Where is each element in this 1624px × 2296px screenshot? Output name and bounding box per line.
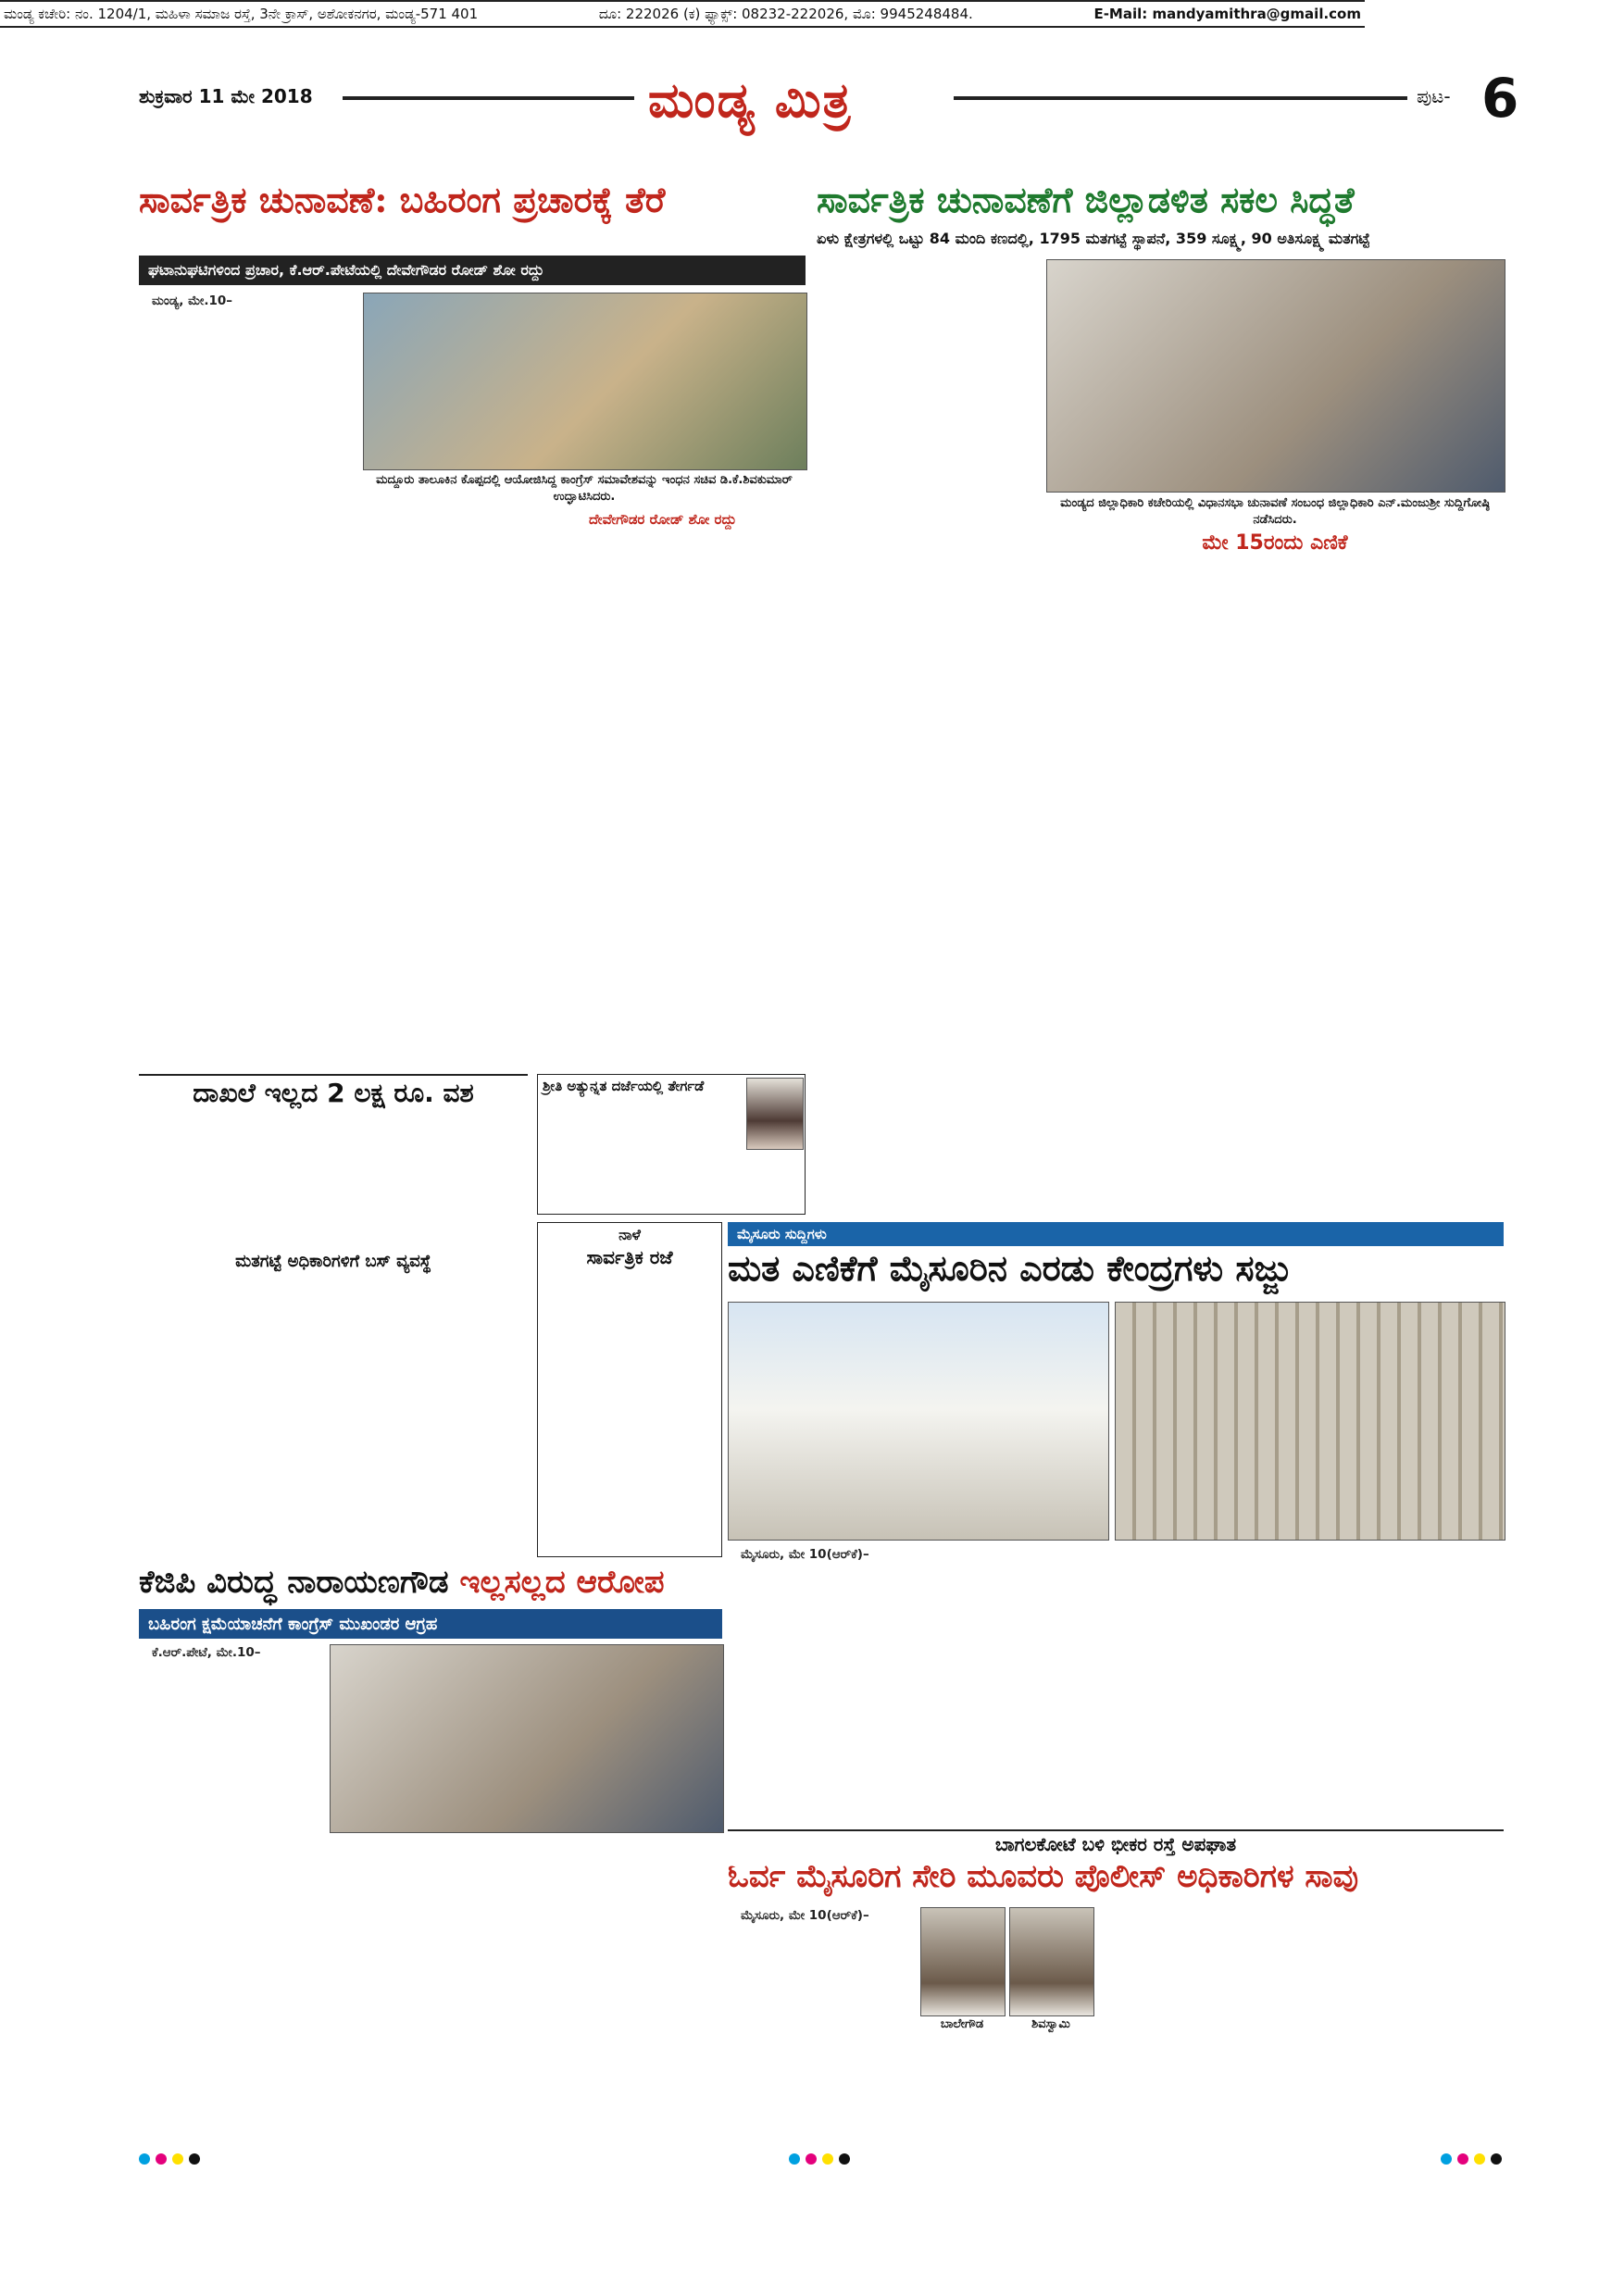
phone-info: ದೂ: 222026 (ಕ) ಫ್ಯಾಕ್ಸ್: 08232-222026, ಮೊ: 9945248484. [598, 6, 973, 22]
story6-headline: ಮತ ಎಣಿಕೆಗೆ ಮೈಸೂರಿನ ಎರಡು ಕೇಂದ್ರಗಳು ಸಜ್ಜು [728, 1247, 1292, 1289]
story8-body-col3 [1102, 1907, 1300, 2144]
story4-body [543, 1100, 741, 1209]
story6-body-col3 [1117, 1546, 1302, 1824]
story7-headline [139, 1566, 722, 1600]
story6-section-band: ಮೈಸೂರು ಸುದ್ದಿಗಳು [728, 1222, 1504, 1246]
page-label: ಪುಟ- [1417, 85, 1451, 107]
story8-photo-1 [920, 1907, 1006, 2016]
story6-photo-hall [1115, 1302, 1505, 1541]
story1-dateline: ಮಂಡ್ಯ, ಮೇ.10– [152, 293, 233, 308]
story1-strap: ಘಟಾನುಘಟಿಗಳಿಂದ ಪ್ರಚಾರ, ಕೆ.ಆರ್.ಪೇಟೆಯಲ್ಲಿ ದೇವೇಗೌಡರ ರೋಡ್ ಶೋ ರದ್ದು [139, 256, 806, 285]
story2-headline: ಸಾರ್ವತ್ರಿಕ ಚುನಾವಣೆಗೆ ಜಿಲ್ಲಾಡಳಿತ ಸಕಲ ಸಿದ್ಧತೆ [817, 179, 1355, 220]
story6-dateline: ಮೈಸೂರು, ಮೇ 10(ಆರ್‌ಕೆ)– [741, 1547, 869, 1562]
story7-strap: ಬಹಿರಂಗ ಕ್ಷಮೆಯಾಚನೆಗೆ ಕಾಂಗ್ರೆಸ್ ಮುಖಂಡರ ಆಗ್ರಹ [139, 1609, 722, 1639]
story7-body-col3 [528, 1837, 722, 2144]
office-address: ಮಂಡ್ಯ ಕಚೇರಿ: ನಂ. 1204/1, ಮಹಿಳಾ ಸಮಾಜ ರಸ್ತೆ, 3ನೇ ಕ್ರಾಸ್, ಅಶೋಕನಗರ, ಮಂಡ್ಯ-571 401 [4, 6, 479, 22]
story8-body-col4 [1307, 1907, 1504, 2144]
story2-body-col3 [1278, 561, 1504, 1067]
story2-photo [1046, 259, 1505, 493]
story8-kicker: ಬಾಗಲಕೋಟೆ ಬಳಿ ಭೀಕರ ರಸ್ತೆ ಅಪಘಾತ [994, 1833, 1237, 1855]
story8-photo-2 [1009, 1907, 1094, 2016]
story3-body [139, 1115, 528, 1244]
story2-strap: ಏಳು ಕ್ಷೇತ್ರಗಳಲ್ಲಿ ಒಟ್ಟು 84 ಮಂದಿ ಕಣದಲ್ಲಿ, 1795 ಮತಗಟ್ಟೆ ಸ್ಥಾಪನೆ, 359 ಸೂಕ್ಷ್ಮ, 90 ಅತಿಸೂಕ್ಷ್ಮ ಮತಗಟ್ಟೆ [817, 230, 1370, 247]
story5-headline: ಸಾರ್ವತ್ರಿಕ ರಜೆ [586, 1246, 673, 1268]
story7-headline-part2: ಇಲ್ಲಸಲ್ಲದ ಆರೋಪ [459, 1564, 665, 1601]
registration-marks-center [789, 2153, 850, 2165]
story8-photo-label-2: ಶಿವಸ್ವಾಮಿ [1031, 2017, 1070, 2031]
registration-marks-left [139, 2153, 200, 2165]
story8-body-col2 [920, 2035, 1093, 2144]
page-number: 6 [1481, 67, 1519, 130]
story6-body-col1 [728, 1546, 913, 1824]
story3-body2 [139, 1276, 528, 1557]
story3-headline: ದಾಖಲೆ ಇಲ್ಲದ 2 ಲಕ್ಷ ರೂ. ವಶ [193, 1078, 474, 1108]
story8-body-col1 [728, 1907, 913, 2144]
email-address: E-Mail: mandyamithra@gmail.com [1093, 6, 1361, 22]
story2-subhead: ಮೇ 15ರಂದು ಎಣಿಕೆ [1202, 531, 1348, 555]
story1-headline: ಸಾರ್ವತ್ರಿಕ ಚುನಾವಣೆ: ಬಹಿರಂಗ ಪ್ರಚಾರಕ್ಕೆ ತೆರೆ [139, 179, 666, 220]
story7-body-col1 [139, 1644, 324, 2144]
story8-top-rule [728, 1829, 1504, 1831]
story8-headline: ಓರ್ವ ಮೈಸೂರಿಗ ಸೇರಿ ಮೂವರು ಪೊಲೀಸ್ ಅಧಿಕಾರಿಗಳ ಸಾವು [728, 1858, 1359, 1895]
story1-subhead: ದೇವೇಗೌಡರ ರೋಡ್ ಶೋ ರದ್ದು [589, 511, 737, 528]
story8-photo-label-1: ಬಾಲೇಗೌಡ [940, 2017, 984, 2031]
story8-dateline: ಮೈಸೂರು, ಮೇ 10(ಆರ್‌ಕೆ)– [741, 1908, 869, 1923]
story7-body-col2 [330, 1837, 520, 2144]
story1-photo [363, 293, 807, 470]
story1-caption: ಮದ್ದೂರು ತಾಲೂಕಿನ ಕೊಪ್ಪದಲ್ಲಿ ಆಯೋಜಿಸಿದ್ದ ಕಾಂಗ್ರೆಸ್ ಸಮಾವೇಶವನ್ನು ಇಂಧನ ಸಚಿವ ಡಿ.ಕೆ.ಶಿವಕುಮಾರ್ ಉದ್ಘಾಟಿಸಿದರು. [376, 473, 793, 504]
story5-body [544, 1276, 715, 1554]
story7-headline-part1: ಕೆಜಿಪಿ ವಿರುದ್ಧ ನಾರಾಯಣಗೌಡ [139, 1564, 449, 1601]
story6-photo-building [728, 1302, 1109, 1541]
story4-photo [746, 1078, 804, 1150]
story6-body-col4 [1311, 1546, 1504, 1824]
story2-body-col1 [817, 259, 1039, 1065]
contact-bar [0, 0, 1365, 28]
issue-date: ಶುಕ್ರವಾರ 11 ಮೇ 2018 [139, 85, 313, 107]
story2-body-col2 [1046, 561, 1268, 1067]
masthead-rule-left [343, 96, 634, 100]
story4-headline: ಶ್ರೀತಿ ಅತ್ಯುನ್ನತ ದರ್ಜೆಯಲ್ಲಿ ತೇರ್ಗಡೆ [543, 1078, 705, 1094]
masthead-rule-right [954, 96, 1407, 100]
story1-body-col2 [363, 511, 581, 1067]
story2-caption: ಮಂಡ್ಯದ ಜಿಲ್ಲಾಧಿಕಾರಿ ಕಚೇರಿಯಲ್ಲಿ ವಿಧಾನಸಭಾ ಚುನಾವಣೆ ಸಂಬಂಧ ಜಿಲ್ಲಾಧಿಕಾರಿ ಎನ್.ಮಂಜುಶ್ರೀ ಸುದ್ದಿಗೋಷ್ಠಿ ನಡೆಸಿದರು. [1060, 496, 1490, 527]
story7-photo [330, 1644, 724, 1833]
registration-marks-right [1441, 2153, 1502, 2165]
story3-top-rule [139, 1074, 528, 1076]
story5-label: ನಾಳೆ [618, 1226, 641, 1243]
newspaper-logo: ಮಂಡ್ಯ ಮಿತ್ರ [648, 72, 853, 129]
story1-body-col3 [589, 535, 806, 1067]
story7-dateline: ಕೆ.ಆರ್.ಪೇಟೆ, ಮೇ.10– [152, 1645, 261, 1660]
story3-subhead: ಮತಗಟ್ಟೆ ಅಧಿಕಾರಿಗಳಿಗೆ ಬಸ್ ವ್ಯವಸ್ಥೆ [235, 1252, 431, 1271]
story6-body-col2 [922, 1546, 1107, 1824]
story1-body-col1 [139, 293, 357, 783]
